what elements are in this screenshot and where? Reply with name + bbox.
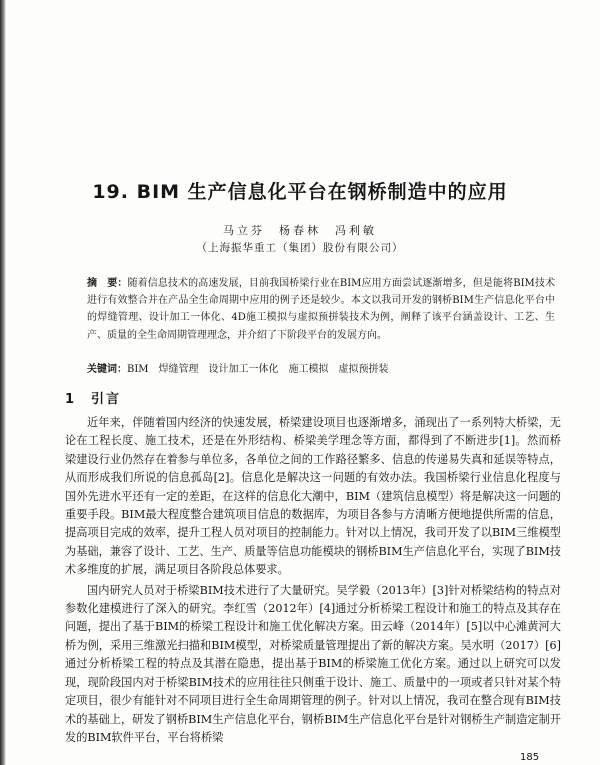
abstract-label: 摘 要： (87, 278, 128, 289)
article-affiliation: （上海振华重工（集团）股份有限公司） (196, 242, 404, 254)
abstract-text: 随着信息技术的高速发展，目前我国桥梁行业在BIM应用方面尝试逐渐增多，但是能将BIM技术进行有效整合并在产品全生命周期中应用的例子还是较少。本文以我司开发的钢桥BIM生产信息化平台中的焊缝管理、设计加工一体化、4D施工模拟与虚拟预拼装技术为例，阐释了该平台涵盖设计、工艺、生产、质量的全生命周期管理理念，并介绍了下阶段平台的发展方向。 (87, 278, 556, 341)
article-title: 19. BIM 生产信息化平台在钢桥制造中的应用 (92, 181, 508, 203)
keywords-label: 关键词： (87, 364, 127, 375)
body-paragraph-2: 国内研究人员对于桥梁BIM技术进行了大量研究。吴学毅（2013年）[3]针对桥梁结构的特点对参数化建模进行了深入的研究。李红雪（2012年）[4]通过分析桥梁工程设计和施工的特点及其存在问题，提出了基于BIM的桥梁工程设计和施工优化解决方案。田云峰（2014年）[5]以中心滩黄河大桥为例，采用三维激光扫描和BIM模型，对桥梁质量管理提出了新的解决方案。吴水明（2017）[6]通过分析桥梁工程的特点及其潜在隐患，提出基于BIM的桥梁施工优化方案。通过以上研究可以发现，现阶段国内对于桥梁BIM技术的应用往往只侧重于设计、施工、质量中的一项或者只针对某个特定项目，很少有能针对不同项目进行全生命周期管理的例子。针对以上情况，我司在整合现有BIM技术的基础上，研发了钢桥BIM生产信息化平台，钢桥BIM生产信息化平台是针对钢桥生产制造定制开发的BIM软件平台，平台将桥梁 (65, 583, 561, 744)
page-number: 185 (520, 752, 540, 763)
article-authors: 马立芬 杨春林 冯利敏 (223, 224, 377, 237)
body-text (65, 414, 561, 747)
keywords-text: BIM 焊缝管理 设计加工一体化 施工模拟 虚拟预拼装 (127, 364, 389, 375)
body-paragraph-1: 近年来，伴随着国内经济的快速发展，桥梁建设项目也逐渐增多，涌现出了一系列特大桥梁，无论在工程长度、施工技术，还是在外形结构、桥梁美学理念等方面，都得到了不断进步[1]。然而桥梁建设行业仍然存在着参与单位多，各单位之间的工作路径繁多、信息的传递易失真和延误等特点，从而形成我们所说的信息孤岛[2]。信息化是解决这一问题的有效办法。我国桥梁行业信息化程度与国外先进水平还有一定的差距，在这样的信息化大潮中，BIM（建筑信息模型）将是解决这一问题的重要手段。BIM最大程度整合建筑项目信息的数据库，为项目各参与方清晰方便地提供所需的信息，提高项目完成的效率，提升工程人员对项目的控制能力。针对以上情况，我司开发了以BIM三维模型为基础，兼容了设计、工艺、生产、质量等信息功能模块的钢桥BIM生产信息化平台，实现了BIM技术多维度的扩展，满足项目各阶段总体要求。 (65, 416, 561, 577)
keywords (87, 361, 557, 378)
scan-edge-shadow (0, 0, 6, 765)
abstract (65, 275, 555, 344)
section-heading: 1 引言 (65, 392, 122, 407)
